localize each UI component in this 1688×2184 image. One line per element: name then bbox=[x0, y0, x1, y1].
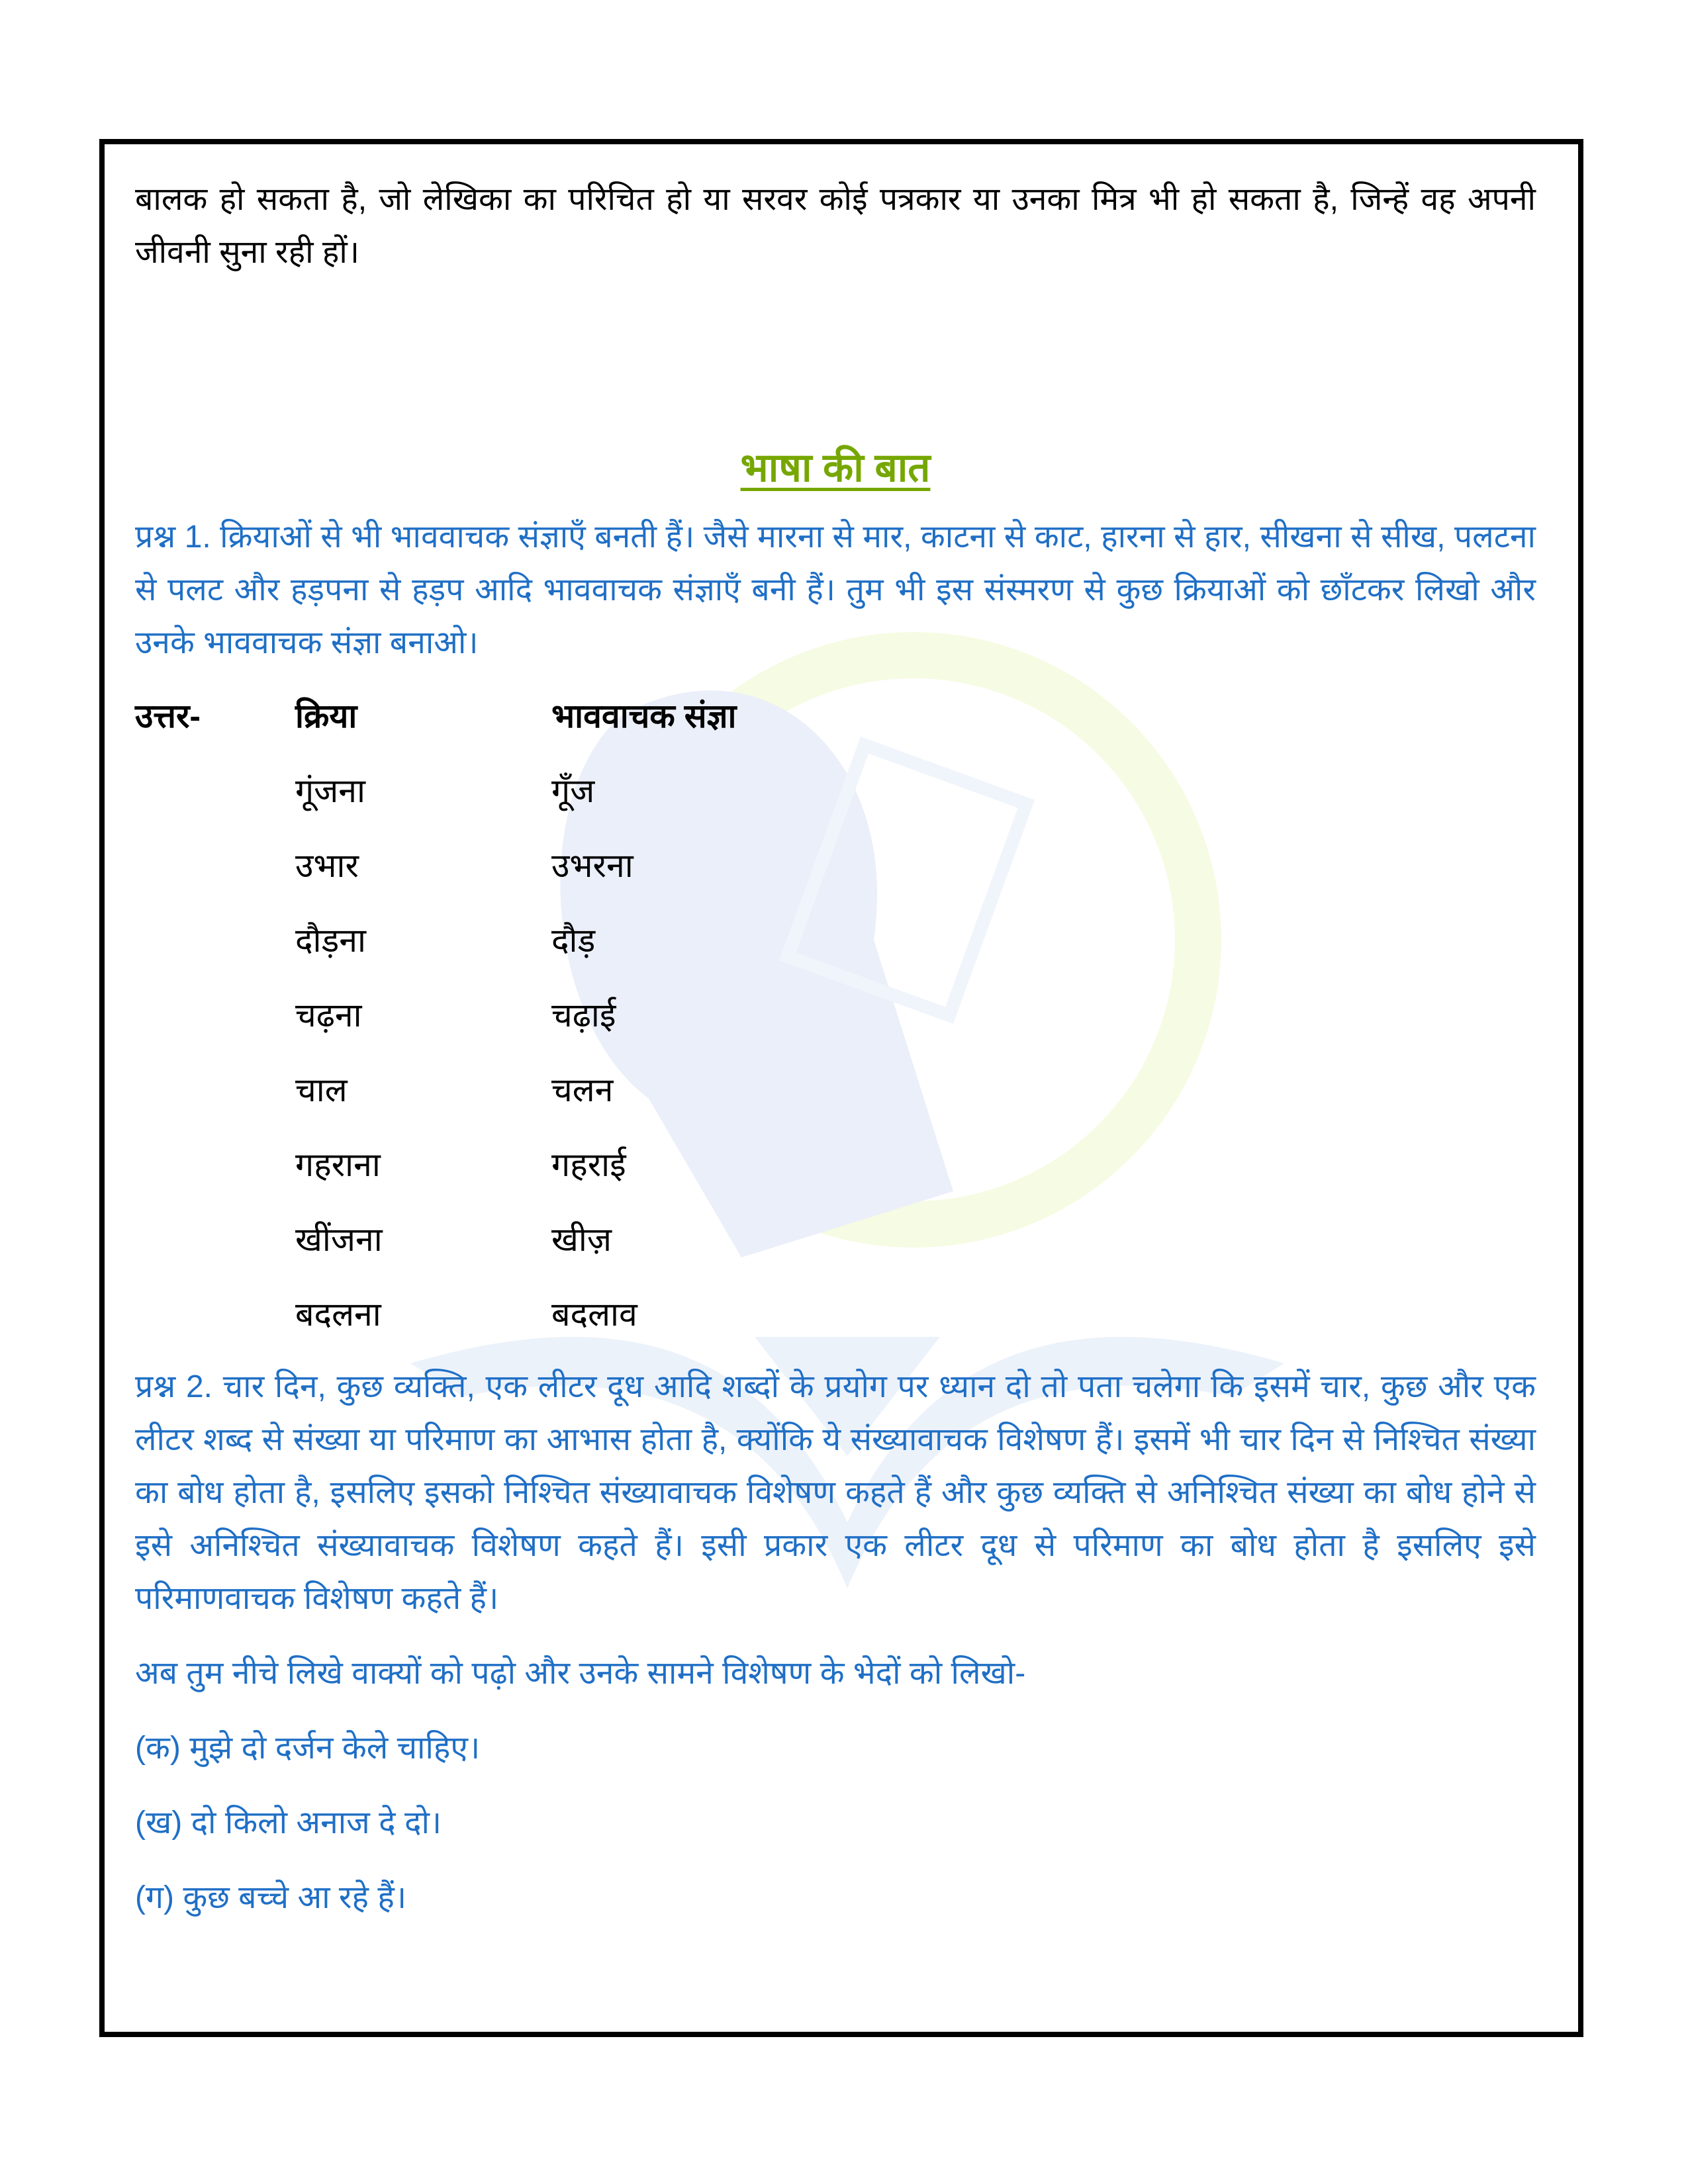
sentence-item: (ख) दो किलो अनाज दे दो। bbox=[135, 1805, 442, 1841]
noun-cell: खीज़ bbox=[551, 1221, 612, 1258]
noun-cell: बदलाव bbox=[551, 1296, 637, 1333]
verb-cell: उभार bbox=[295, 847, 359, 884]
table-header bbox=[135, 690, 1536, 764]
column-header-verb: क्रिया bbox=[295, 698, 357, 735]
section-heading bbox=[135, 438, 1536, 498]
page-content bbox=[135, 173, 1536, 1925]
noun-cell: गहराई bbox=[551, 1146, 626, 1183]
answer-label: उत्तर- bbox=[135, 698, 201, 735]
table-row bbox=[135, 1064, 1536, 1138]
table-row bbox=[135, 764, 1536, 839]
answer-table bbox=[135, 690, 1536, 1341]
column-header-noun: भाववाचक संज्ञा bbox=[551, 698, 737, 735]
verb-cell: खींजना bbox=[295, 1221, 383, 1258]
verb-cell: बदलना bbox=[295, 1296, 381, 1333]
question-1: प्रश्न 1. क्रियाओं से भी भाववाचक संज्ञाएँ बनती हैं। जैसे मारना से मार, काटना से काट, हारना से हार, सीखना से सीख, पलटना से पलट और हड़पना से हड़प आदि भाववाचक संज्ञाएँ बनी हैं। तुम भी इस संस्मरण से कुछ क्रियाओं को छाँटकर लिखो और उनके भाववाचक संज्ञा बनाओ। bbox=[135, 520, 1536, 660]
verb-cell: चढ़ना bbox=[295, 997, 362, 1034]
table-row bbox=[135, 839, 1536, 914]
table-row bbox=[135, 989, 1536, 1064]
sentence-item: (क) मुझे दो दर्जन केले चाहिए। bbox=[135, 1731, 481, 1766]
table-row bbox=[135, 1213, 1536, 1288]
noun-cell: दौड़ bbox=[551, 922, 596, 959]
table-row bbox=[135, 1138, 1536, 1213]
question-2-instruction: अब तुम नीचे लिखे वाक्यों को पढ़ो और उनके सामने विशेषण के भेदों को लिखो- bbox=[135, 1656, 1026, 1691]
section-heading-text: भाषा की बात bbox=[740, 445, 931, 490]
noun-cell: चढ़ाई bbox=[551, 997, 616, 1034]
noun-cell: गूँज bbox=[551, 772, 595, 809]
verb-cell: गहराना bbox=[295, 1146, 381, 1183]
sentence-item: (ग) कुछ बच्चे आ रहे हैं। bbox=[135, 1880, 407, 1915]
verb-cell: गूंजना bbox=[295, 772, 365, 809]
intro-paragraph: बालक हो सकता है, जो लेखिका का परिचित हो या सरवर कोई पत्रकार या उनका मित्र भी हो सकता है, जिन्हें वह अपनी जीवनी सुना रही हों। bbox=[135, 182, 1536, 270]
question-2: प्रश्न 2. चार दिन, कुछ व्यक्ति, एक लीटर दूध आदि शब्दों के प्रयोग पर ध्यान दो तो पता चलेगा कि इसमें चार, कुछ और एक लीटर शब्द से संख्या या परिमाण का आभास होता है, क्योंकि ये संख्यावाचक विशेषण हैं। इसमें भी चार दिन से निश्चित संख्या का बोध होता है, इसलिए इसको निश्चित संख्यावाचक विशेषण कहते हैं और कुछ व्यक्ति से अनिश्चित संख्या का बोध होने से इसे अनिश्चित संख्यावाचक विशेषण कहते हैं। इसी प्रकार एक लीटर दूध से परिमाण का बोध होता है इसलिए इसे परिमाणवाचक विशेषण कहते हैं। bbox=[135, 1369, 1536, 1616]
noun-cell: उभरना bbox=[551, 847, 633, 884]
verb-cell: चाल bbox=[295, 1071, 348, 1109]
verb-cell: दौड़ना bbox=[295, 922, 366, 959]
noun-cell: चलन bbox=[551, 1071, 614, 1109]
table-row bbox=[135, 1288, 1536, 1341]
table-row bbox=[135, 914, 1536, 989]
